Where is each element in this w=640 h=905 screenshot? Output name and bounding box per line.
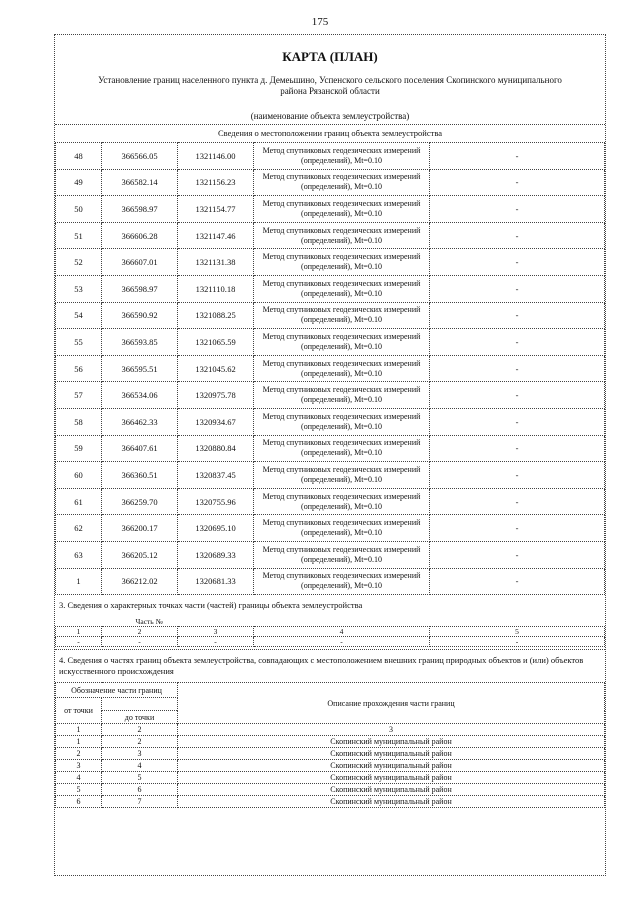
boundary-description-cell: Скопинский муниципальный район <box>178 736 605 748</box>
table-row <box>56 355 605 382</box>
column-number-cell: 5 <box>430 627 605 637</box>
description-cell: - <box>430 302 605 329</box>
x-coordinate-cell: 366595.51 <box>102 355 178 382</box>
page-number: 175 <box>311 16 329 28</box>
document-subtitle: Установление границ населенного пункта д. Демеьшино, Успенского сельского поселения Скопинского муниципального района Рязанской области <box>98 75 562 96</box>
point-number-cell: 1 <box>56 568 102 595</box>
boundary-description-cell: Скопинский муниципальный район <box>178 748 605 760</box>
y-coordinate-cell: 1321088.25 <box>178 302 254 329</box>
y-coordinate-cell: 1321131.38 <box>178 249 254 276</box>
point-number-cell: 53 <box>56 275 102 302</box>
description-cell: - <box>430 408 605 435</box>
boundary-part-header: Обозначение части границ <box>56 683 178 698</box>
method-cell: Метод спутниковых геодезических измерений (определений), Mt=0.10 <box>254 196 430 223</box>
point-number-cell: 63 <box>56 541 102 568</box>
description-cell: - <box>430 435 605 462</box>
point-number-cell: 55 <box>56 329 102 356</box>
point-number-cell: 62 <box>56 515 102 542</box>
to-point-cell: 4 <box>102 760 178 772</box>
table-row <box>56 760 605 772</box>
x-coordinate-cell: 366606.28 <box>102 222 178 249</box>
y-coordinate-cell: 1321147.46 <box>178 222 254 249</box>
table-row <box>56 329 605 356</box>
to-point-cell: 2 <box>102 736 178 748</box>
empty-cell: - <box>178 637 254 647</box>
x-coordinate-cell: 366590.92 <box>102 302 178 329</box>
description-cell: - <box>430 275 605 302</box>
document-title: КАРТА (ПЛАН) <box>282 49 378 64</box>
empty-cell: - <box>430 637 605 647</box>
table-row <box>56 382 605 409</box>
point-number-cell: 54 <box>56 302 102 329</box>
y-coordinate-cell: 1320689.33 <box>178 541 254 568</box>
point-number-cell: 50 <box>56 196 102 223</box>
method-cell: Метод спутниковых геодезических измерений (определений), Mt=0.10 <box>254 355 430 382</box>
y-coordinate-cell: 1320934.67 <box>178 408 254 435</box>
part-points-table <box>55 616 605 647</box>
point-number-cell: 57 <box>56 382 102 409</box>
point-number-cell: 58 <box>56 408 102 435</box>
x-coordinate-cell: 366598.97 <box>102 275 178 302</box>
coordinates-table <box>55 142 605 595</box>
x-coordinate-cell: 366407.61 <box>102 435 178 462</box>
x-coordinate-cell: 366200.17 <box>102 515 178 542</box>
boundary-parts-table <box>55 682 605 808</box>
boundary-description-cell: Скопинский муниципальный район <box>178 796 605 808</box>
from-point-cell: 3 <box>56 760 102 772</box>
point-number-cell: 59 <box>56 435 102 462</box>
y-coordinate-cell: 1321045.62 <box>178 355 254 382</box>
x-coordinate-cell: 366598.97 <box>102 196 178 223</box>
description-cell: - <box>430 222 605 249</box>
y-coordinate-cell: 1320837.45 <box>178 462 254 489</box>
table-row <box>56 796 605 808</box>
table-row <box>56 541 605 568</box>
column-number-cell: 1 <box>56 627 102 637</box>
table-row <box>56 196 605 223</box>
x-coordinate-cell: 366593.85 <box>102 329 178 356</box>
y-coordinate-cell: 1321065.59 <box>178 329 254 356</box>
table-row <box>56 302 605 329</box>
location-section-caption: Сведения о местоположении границ объекта землеустройства <box>217 128 443 138</box>
method-cell: Метод спутниковых геодезических измерений (определений), Mt=0.10 <box>254 462 430 489</box>
empty-cell: - <box>254 637 430 647</box>
table-row <box>56 568 605 595</box>
x-coordinate-cell: 366212.02 <box>102 568 178 595</box>
method-cell: Метод спутниковых геодезических измерений (определений), Mt=0.10 <box>254 515 430 542</box>
table-row <box>56 488 605 515</box>
x-coordinate-cell: 366259.70 <box>102 488 178 515</box>
boundary-description-cell: Скопинский муниципальный район <box>178 772 605 784</box>
method-cell: Метод спутниковых геодезических измерений (определений), Mt=0.10 <box>254 568 430 595</box>
table-row <box>56 169 605 196</box>
method-cell: Метод спутниковых геодезических измерений (определений), Mt=0.10 <box>254 143 430 170</box>
description-cell: - <box>430 249 605 276</box>
to-point-cell: 7 <box>102 796 178 808</box>
description-cell: - <box>430 462 605 489</box>
method-cell: Метод спутниковых геодезических измерений (определений), Mt=0.10 <box>254 541 430 568</box>
from-point-cell: 1 <box>56 736 102 748</box>
to-point-header: до точки <box>102 711 178 724</box>
to-point-cell: 6 <box>102 784 178 796</box>
y-coordinate-cell: 1321154.77 <box>178 196 254 223</box>
part-number-label: Часть № <box>135 616 163 626</box>
y-coordinate-cell: 1320681.33 <box>178 568 254 595</box>
table-row <box>56 515 605 542</box>
column-number-cell: 4 <box>254 627 430 637</box>
description-cell: - <box>430 382 605 409</box>
boundary-description-header: Описание прохождения части границ <box>178 683 605 724</box>
table-row <box>56 222 605 249</box>
x-coordinate-cell: 366360.51 <box>102 462 178 489</box>
empty-cell: - <box>102 637 178 647</box>
y-coordinate-cell: 1320695.10 <box>178 515 254 542</box>
boundary-description-cell: Скопинский муниципальный район <box>178 760 605 772</box>
boundary-description-cell: Скопинский муниципальный район <box>178 784 605 796</box>
from-point-cell: 4 <box>56 772 102 784</box>
table-row <box>56 784 605 796</box>
method-cell: Метод спутниковых геодезических измерений (определений), Mt=0.10 <box>254 275 430 302</box>
y-coordinate-cell: 1321146.00 <box>178 143 254 170</box>
description-cell: - <box>430 568 605 595</box>
x-coordinate-cell: 366534.06 <box>102 382 178 409</box>
point-number-cell: 56 <box>56 355 102 382</box>
column-number-cell: 1 <box>56 724 102 736</box>
method-cell: Метод спутниковых геодезических измерений (определений), Mt=0.10 <box>254 408 430 435</box>
point-number-cell: 61 <box>56 488 102 515</box>
description-cell: - <box>430 515 605 542</box>
x-coordinate-cell: 366205.12 <box>102 541 178 568</box>
empty-cell: - <box>56 637 102 647</box>
from-point-cell: 5 <box>56 784 102 796</box>
table-row <box>56 462 605 489</box>
column-number-cell: 2 <box>102 627 178 637</box>
document-frame <box>54 34 606 876</box>
section4-title: 4. Сведения о частях границ объекта землеустройства, совпадающих с местоположением внешних границ природных объектов и (или) объектов искусственного происхождения <box>55 649 605 682</box>
method-cell: Метод спутниковых геодезических измерений (определений), Mt=0.10 <box>254 222 430 249</box>
to-point-cell: 5 <box>102 772 178 784</box>
description-cell: - <box>430 488 605 515</box>
x-coordinate-cell: 366566.05 <box>102 143 178 170</box>
x-coordinate-cell: 366462.33 <box>102 408 178 435</box>
x-coordinate-cell: 366582.14 <box>102 169 178 196</box>
description-cell: - <box>430 169 605 196</box>
to-point-cell: 3 <box>102 748 178 760</box>
table-row <box>56 249 605 276</box>
method-cell: Метод спутниковых геодезических измерений (определений), Mt=0.10 <box>254 249 430 276</box>
y-coordinate-cell: 1320880.84 <box>178 435 254 462</box>
section3-title: 3. Сведения о характерных точках части (частей) границы объекта землеустройства <box>59 600 363 611</box>
table-row <box>56 143 605 170</box>
method-cell: Метод спутниковых геодезических измерений (определений), Mt=0.10 <box>254 329 430 356</box>
table-row <box>56 772 605 784</box>
point-number-cell: 51 <box>56 222 102 249</box>
method-cell: Метод спутниковых геодезических измерений (определений), Mt=0.10 <box>254 302 430 329</box>
y-coordinate-cell: 1320975.78 <box>178 382 254 409</box>
description-cell: - <box>430 541 605 568</box>
method-cell: Метод спутниковых геодезических измерений (определений), Mt=0.10 <box>254 169 430 196</box>
from-point-header: от точки <box>56 698 102 724</box>
table-row <box>56 435 605 462</box>
from-point-cell: 6 <box>56 796 102 808</box>
description-cell: - <box>430 196 605 223</box>
description-cell: - <box>430 355 605 382</box>
object-name-caption: (наименование объекта землеустройства) <box>250 111 410 121</box>
description-cell: - <box>430 329 605 356</box>
method-cell: Метод спутниковых геодезических измерений (определений), Mt=0.10 <box>254 435 430 462</box>
y-coordinate-cell: 1320755.96 <box>178 488 254 515</box>
x-coordinate-cell: 366607.01 <box>102 249 178 276</box>
method-cell: Метод спутниковых геодезических измерений (определений), Mt=0.10 <box>254 382 430 409</box>
method-cell: Метод спутниковых геодезических измерений (определений), Mt=0.10 <box>254 488 430 515</box>
y-coordinate-cell: 1321156.23 <box>178 169 254 196</box>
table-row <box>56 275 605 302</box>
description-cell: - <box>430 143 605 170</box>
point-number-cell: 60 <box>56 462 102 489</box>
column-number-cell: 3 <box>178 627 254 637</box>
column-number-cell: 3 <box>178 724 605 736</box>
point-number-cell: 49 <box>56 169 102 196</box>
table-row <box>56 736 605 748</box>
table-row <box>56 408 605 435</box>
point-number-cell: 52 <box>56 249 102 276</box>
from-point-cell: 2 <box>56 748 102 760</box>
y-coordinate-cell: 1321110.18 <box>178 275 254 302</box>
table-row <box>56 748 605 760</box>
column-number-cell: 2 <box>102 724 178 736</box>
point-number-cell: 48 <box>56 143 102 170</box>
